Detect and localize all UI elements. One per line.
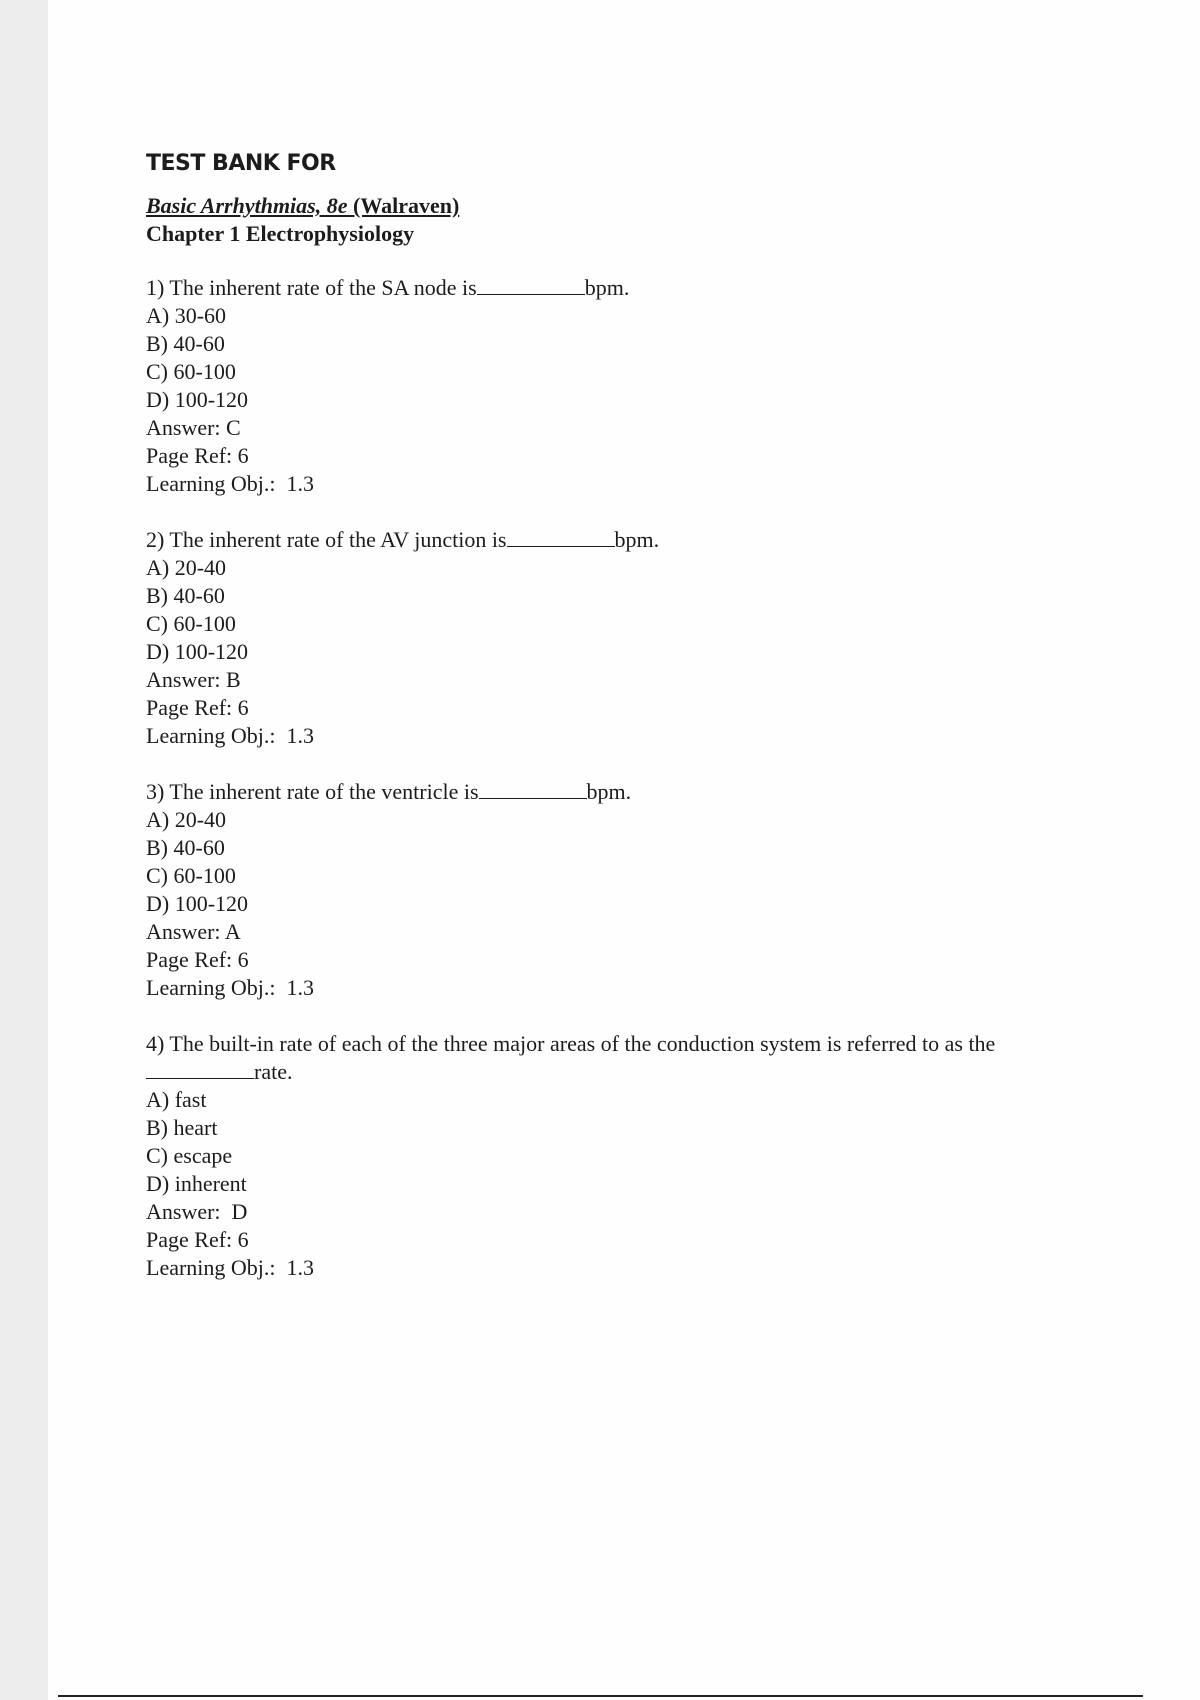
page-ref: Page Ref: 6 <box>146 695 249 720</box>
question-text-end: bpm. <box>584 275 630 300</box>
option-d: D) 100-120 <box>146 639 249 664</box>
question-text-end: rate. <box>254 1059 293 1084</box>
question-stem <box>146 526 1086 554</box>
question-stem: 4) The built-in rate of each of the three major areas of the conduction system is referred to as the <box>146 1031 996 1056</box>
option-a: A) 30-60 <box>146 303 227 328</box>
answer: Answer: C <box>146 415 241 440</box>
learning-obj: Learning Obj.: 1.3 <box>146 471 315 496</box>
answer: Answer: D <box>146 1199 248 1224</box>
page-ref: Page Ref: 6 <box>146 443 249 468</box>
learning-obj: Learning Obj.: 1.3 <box>146 1255 315 1280</box>
question-4 <box>146 1030 1086 1282</box>
question-stem <box>146 778 1086 806</box>
option-c: C) 60-100 <box>146 611 236 636</box>
question-text-end: bpm. <box>614 527 660 552</box>
question-1 <box>146 274 1086 498</box>
option-c: C) escape <box>146 1143 233 1168</box>
option-d: D) 100-120 <box>146 387 249 412</box>
option-a: A) 20-40 <box>146 807 227 832</box>
question-text: 1) The inherent rate of the SA node is <box>146 275 477 300</box>
test-bank-header: TEST BANK FOR <box>146 151 336 176</box>
page-ref: Page Ref: 6 <box>146 947 249 972</box>
chapter-title: Chapter 1 Electrophysiology <box>146 221 415 246</box>
question-3 <box>146 778 1086 1002</box>
fill-in-blank <box>477 274 585 295</box>
question-text: 2) The inherent rate of the AV junction is <box>146 527 507 552</box>
question-text-end: bpm. <box>586 779 632 804</box>
document-content <box>146 150 1086 1310</box>
option-b: B) heart <box>146 1115 218 1140</box>
option-b: B) 40-60 <box>146 583 225 608</box>
option-b: B) 40-60 <box>146 835 225 860</box>
option-a: A) 20-40 <box>146 555 227 580</box>
book-title: Basic Arrhythmias, 8e <box>146 193 348 218</box>
option-d: D) 100-120 <box>146 891 249 916</box>
option-d: D) inherent <box>146 1171 247 1196</box>
question-text: 3) The inherent rate of the ventricle is <box>146 779 479 804</box>
option-a: A) fast <box>146 1087 207 1112</box>
page-ref: Page Ref: 6 <box>146 1227 249 1252</box>
option-b: B) 40-60 <box>146 331 225 356</box>
question-2 <box>146 526 1086 750</box>
question-stem-continued <box>146 1058 1086 1086</box>
book-author: (Walraven) <box>347 193 460 218</box>
book-citation <box>146 192 1086 220</box>
learning-obj: Learning Obj.: 1.3 <box>146 723 315 748</box>
answer: Answer: B <box>146 667 241 692</box>
option-c: C) 60-100 <box>146 359 236 384</box>
fill-in-blank <box>146 1058 254 1079</box>
learning-obj: Learning Obj.: 1.3 <box>146 975 315 1000</box>
page-bottom-rule <box>58 1695 1143 1697</box>
answer: Answer: A <box>146 919 241 944</box>
option-c: C) 60-100 <box>146 863 236 888</box>
fill-in-blank <box>479 778 587 799</box>
fill-in-blank <box>507 526 615 547</box>
question-stem <box>146 274 1086 302</box>
